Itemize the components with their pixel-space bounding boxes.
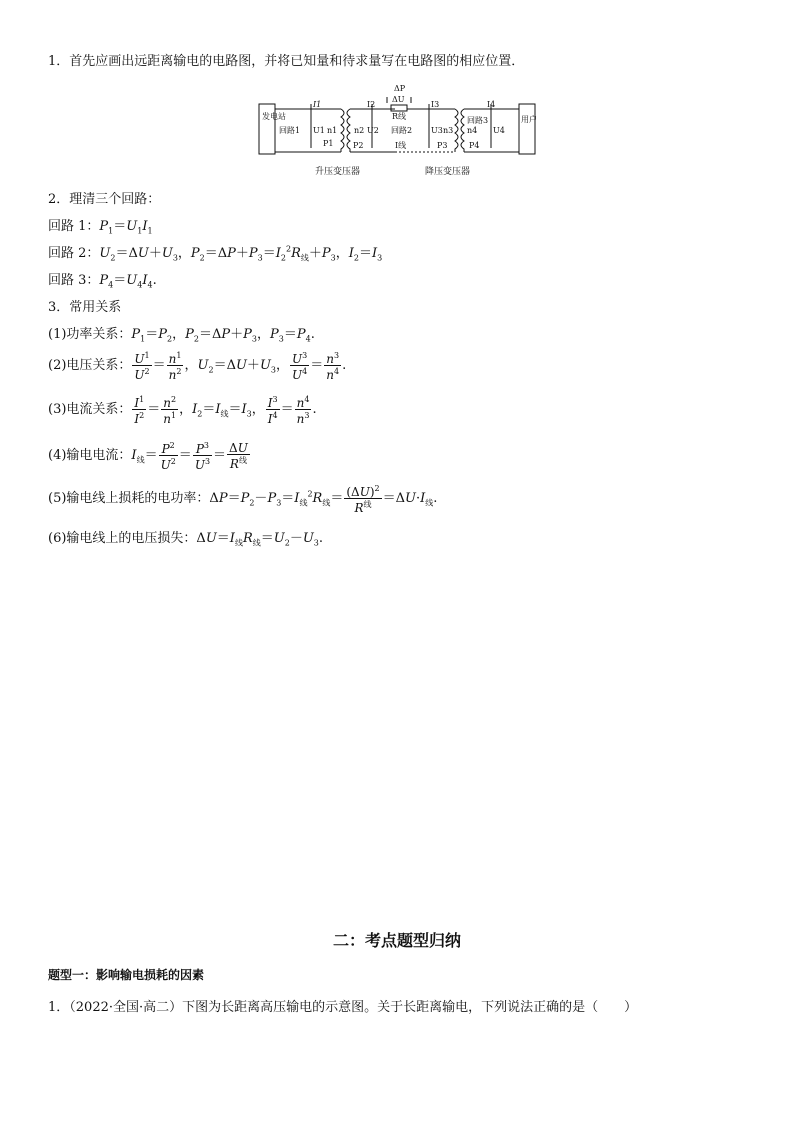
U1-label: U1: [313, 126, 325, 135]
question-type-title: 题型一：影响输电损耗的因素: [48, 968, 205, 982]
U4-label: U4: [493, 126, 505, 135]
n3-label: n3: [443, 126, 454, 135]
loop2-text: 回路 2：: [48, 246, 100, 261]
I4-label: I4: [487, 100, 496, 109]
voltage-loss-label: (6)输电线上的电压损失：: [48, 531, 197, 546]
station-label: 发电站: [262, 112, 286, 121]
loop1-text: 回路 1：: [48, 219, 100, 234]
line-current: (4)输电电流：$I_线=$ $\frac{P^2}{U^2}$ ＝ $\frac{P^3}{U^3}$ ＝ $\frac{\Delta U}{R^线}$: [48, 440, 248, 472]
power-label: (1)功率关系：: [48, 327, 132, 342]
resistor: [391, 105, 407, 111]
current-label: (3)电流关系：: [48, 402, 132, 417]
n1-label: n1: [327, 126, 338, 135]
voltage-relation: (2)电压关系： $\frac{U^1}{U^2}$ ＝ $\frac{n^1}{n^2}$ ，$U_2=\Delta U+U_3$， $\frac{U^3}{U^4}$ ＝ $\frac{n^3}{n^4}$ .: [48, 351, 347, 382]
user-box: [519, 104, 535, 154]
P1-label: P1: [323, 139, 334, 148]
circuit-diagram: [255, 82, 545, 178]
sec3-title: 3．常用关系: [48, 300, 122, 315]
step-down-label: 降压变压器: [425, 167, 471, 177]
P4-label: P4: [469, 141, 480, 150]
deltaP-label: ΔP: [394, 84, 406, 93]
Iline-label: I线: [395, 141, 407, 150]
question-1: 1．（2022·全国·高二）下图为长距离高压输电的示意图。关于长距离输电，下列说法正确的是（ ）: [48, 1000, 638, 1015]
n2-label: n2: [354, 126, 365, 135]
voltage-label: (2)电压关系：: [48, 358, 132, 373]
deltaU-label: ΔU: [392, 95, 405, 104]
loss-power-label: (5)输电线上损耗的电功率：: [48, 491, 210, 506]
loop3-text: 回路 3：: [48, 273, 100, 288]
U2-label: U2: [367, 126, 379, 135]
loop2-eq: 回路 2：$U_2=\Delta U+U_3$，$P_2=\Delta P+P_3=I_2^2R_线+P_3$，$I_2=I_3$: [48, 244, 383, 263]
line-current-label: (4)输电电流：: [48, 448, 132, 463]
loop1-eq: 回路 1：$P_1=U_1I_1$: [48, 219, 153, 236]
section-title: 二：考点题型归纳: [332, 931, 461, 950]
loop2-label: 回路2: [391, 126, 413, 135]
loop3-label: 回路3: [467, 116, 489, 125]
I2-label: I2: [367, 100, 376, 109]
loop1-label: 回路1: [279, 126, 301, 135]
P2-label: P2: [353, 141, 364, 150]
n4-label: n4: [467, 126, 478, 135]
voltage-loss: (6)输电线上的电压损失：$\Delta U=I_线R_线=U_2-U_3$.: [48, 531, 324, 548]
current-relation: (3)电流关系： $\frac{I^1}{I^2}$ ＝ $\frac{n^2}{n^1}$ ，$I_2=I_线=I_3$， $\frac{I^3}{I^4}$ ＝ $\frac{n^4}{n^3}$ .: [48, 395, 317, 426]
user-label: 用户: [521, 115, 537, 124]
sec2-title: 2．理清三个回路：: [48, 192, 161, 207]
P3-label: P3: [437, 141, 448, 150]
I3-label: I3: [431, 100, 440, 109]
loss-power: (5)输电线上损耗的电功率：$\Delta P=P_2-P_3=I_线^2R_线=$ $\frac{(\Delta U)^2}{R^线}$ $=\Delta U\cdot I_线$.: [48, 484, 438, 515]
intro-text: 1．首先应画出远距离输电的电路图，并将已知量和待求量写在电路图的相应位置．: [48, 54, 525, 69]
R-label: R线: [392, 112, 407, 121]
U3-label: U3: [431, 126, 443, 135]
loop3-eq: 回路 3：$P_4=U_4I_4$.: [48, 273, 157, 290]
power-relation: (1)功率关系：$P_1=P_2$，$P_2=\Delta P+P_3$，$P_3=P_4$.: [48, 327, 315, 344]
step-up-label: 升压变压器: [315, 167, 361, 177]
I1-label: I1: [313, 100, 322, 109]
